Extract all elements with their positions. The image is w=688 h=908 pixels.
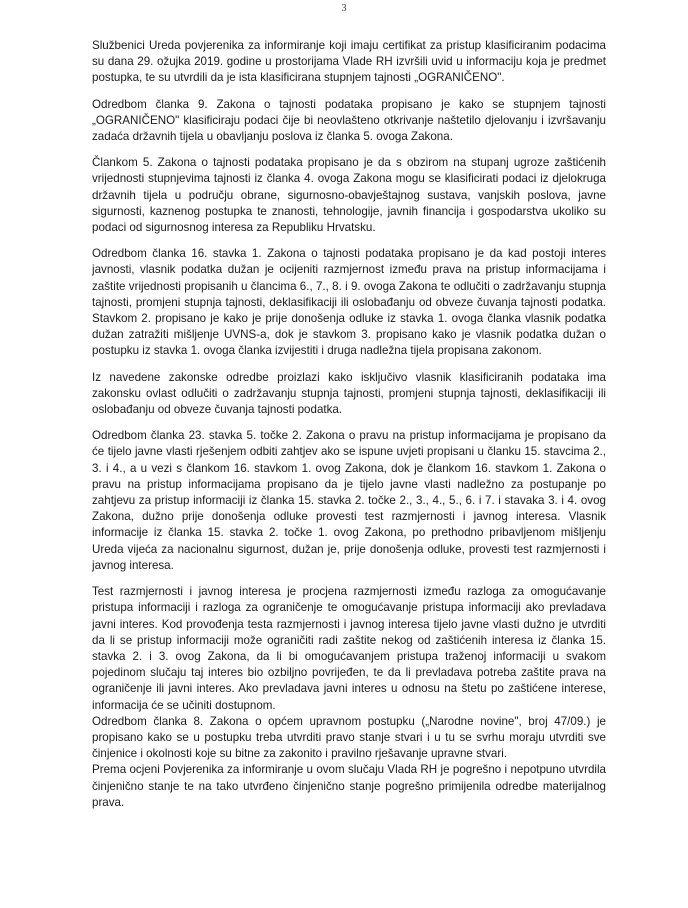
paragraph-article-8-zup: Odredbom članka 8. Zakona o općem upravnom postupku („Narodne novine", broj 47/09.) je propisano kako se u postupku treba utvrditi pravo stanje stvari i u tu se svrhu moraju utvrditi sve činjenice i okolnosti koje su bitne za zakonito i pravilno rješavanje upravne stvari. (92, 714, 606, 761)
paragraph-article-9: Odredbom članka 9. Zakona o tajnosti podataka propisano je kako se stupnjem tajnosti „OGRANIČENO" klasificiraju podaci čije bi neovlašteno otkrivanje naštetilo djelovanju i izvršavanju zadaća državnih tijela u obavljanju poslova iz članka 5. ovoga Zakona. (92, 97, 606, 144)
paragraph-conclusion: Prema ocjeni Povjerenika za informiranje u ovom slučaju Vlada RH je pogrešno i nepotpuno utvrdila činjenično stanje te na tako utvrđeno činjenično stanje pogrešno primijenila odredbe materijalnog prava. (92, 763, 606, 809)
document-body (92, 38, 606, 821)
paragraph-article-16: Odredbom članka 16. stavka 1. Zakona o tajnosti podataka propisano je da kad postoji interes javnosti, vlasnik podatka dužan je ocijeniti razmjernost između prava na pristup informacijama i zaštite vrijednosti propisanih u člancima 6., 7., 8. i 9. ovoga Zakona te odlučiti o zadržavanju stupnja tajnosti, promjeni stupnja tajnosti, deklasifikaciji ili oslobađanju od obveze čuvanja tajnosti podatka. Stavkom 2. propisano je kako je prije donošenja odluke iz stavka 1. ovoga članka vlasnik podatka dužan zatražiti mišljenje UVNS-a, dok je stavkom 3. propisano kako je vlasnik podatka dužan o postupku iz stavka 1. ovoga članka izvijestiti i druga nadležna tijela propisana zakonom. (92, 247, 606, 358)
page-number: 3 (341, 3, 347, 14)
paragraph-article-5: Člankom 5. Zakona o tajnosti podataka propisano je da s obzirom na stupanj ugroze zaštićenih vrijednosti stupnjevima tajnosti iz članka 4. ovoga Zakona mogu se klasificirati podaci iz djelokruga državnih tijela u području obrane, sigurnosno-obavještajnog sustava, vanjskih poslova, javne sigurnosti, kaznenog postupka te znanosti, tehnologije, javnih financija i gospodarstva ukoliko su podaci od sigurnosnog interesa za Republiku Hrvatsku. (92, 156, 606, 235)
paragraph-proportionality-test: Test razmjernosti i javnog interesa je procjena razmjernosti između razloga za omogućavanje pristupa informaciji i razloga za ograničenje te omogućavanje pristupa informaciji ako prevladava javni interes. Kod provođenja testa razmjernosti i javnog interesa tijelo javne vlasti dužno je utvrditi da li se pristup informaciji može ograničiti radi zaštite nekog od zaštićenih interesa iz članka 15. stavka 2. i 3. ovog Zakona, da li bi omogućavanjem pristupa traženoj informaciji u svakom pojedinom slučaju taj interes bio ozbiljno povrijeđen, te da li prevladava potreba zaštite prava na ograničenje ili javni interes. Ako prevladava javni interes u odnosu na štetu po zaštićene interese, informacija će se učiniti dostupnom. (92, 585, 606, 712)
paragraph-article-23: Odredbom članka 23. stavka 5. točke 2. Zakona o pravu na pristup informacijama je propisano da će tijelo javne vlasti rješenjem odbiti zahtjev ako se ispune uvjeti propisani u članku 15. stavcima 2., 3. i 4., a u vezi s člankom 16. stavkom 1. ovog Zakona, dok je člankom 16. stavkom 1. Zakona o pravu na pristup informacijama propisano da je tijelo javne vlasti nadležno za postupanje po zahtjevu za pristup informaciji iz članka 15. stavka 2. točke 2., 3., 4., 5., 6. i 7. i stavaka 3. i 4. ovog Zakona, dužno prije donošenja odluke provesti test razmjernosti i javnog interesa. Vlasnik informacije iz članka 15. stavka 2. točke 1. ovog Zakona, po prethodno pribavljenom mišljenju Ureda vijeća za nacionalnu sigurnost, dužan je, prije donošenja odluke, provesti test razmjernosti i javnog interesa. (92, 429, 606, 572)
paragraph-inspection: Službenici Ureda povjerenika za informiranje koji imaju certifikat za pristup klasificiranim podacima su dana 29. ožujka 2019. godine u prostorijama Vlade RH izvršili uvid u informaciju koja je predmet postupka, te su utvrdili da je ista klasificirana stupnjem tajnosti „OGRANIČENO". (92, 39, 606, 85)
paragraph-owner-authority: Iz navedene zakonske odredbe proizlazi kako isključivo vlasnik klasificiranih podataka ima zakonsku ovlast odlučiti o zadržavanju stupnja tajnosti, promjeni stupnja tajnosti, deklasifikaciji ili oslobađanju od obveze čuvanja tajnosti podatka. (92, 370, 606, 417)
